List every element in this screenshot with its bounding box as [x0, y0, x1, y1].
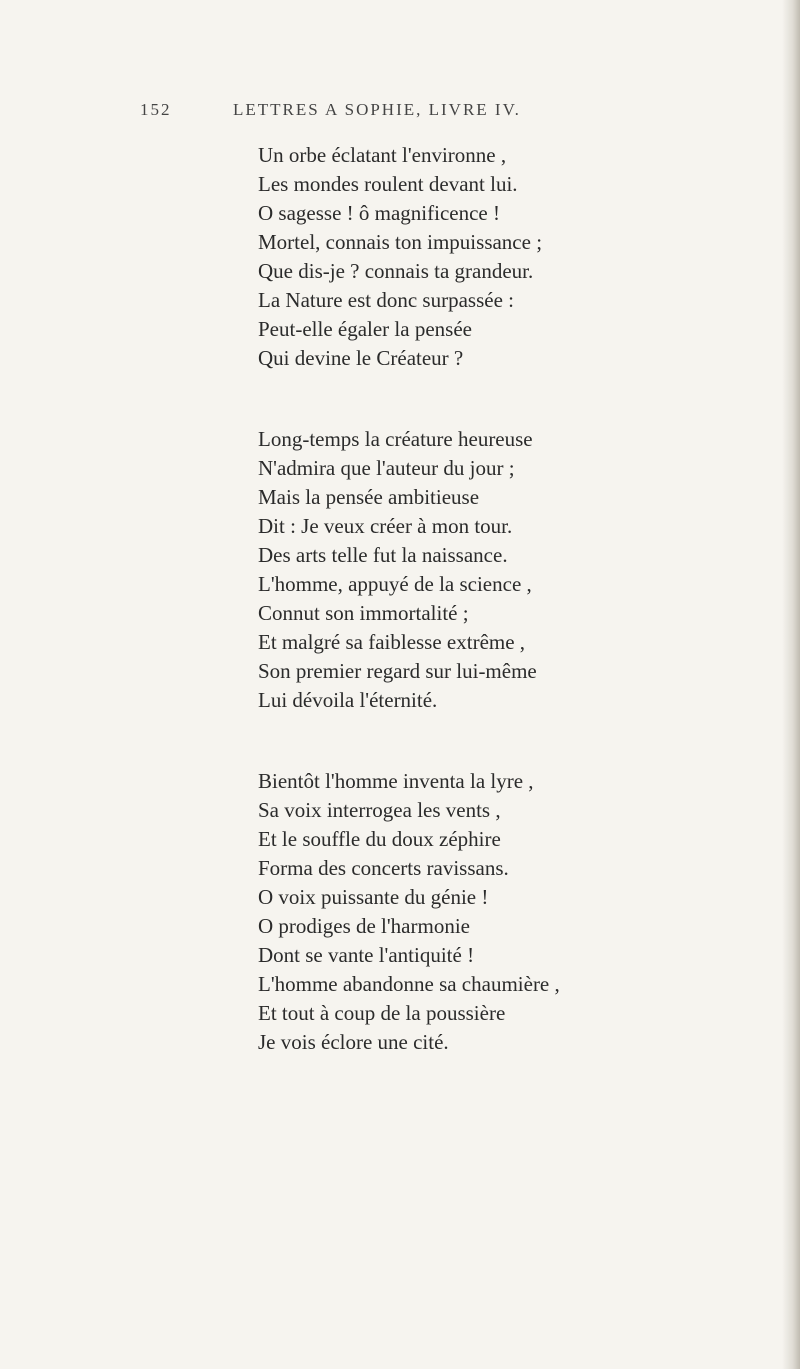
verse-line: L'homme abandonne sa chaumière , [258, 972, 560, 996]
running-title: LETTRES A SOPHIE, LIVRE IV. [233, 100, 521, 119]
verse-line: Et le souffle du doux zéphire [258, 827, 501, 851]
verse-line: Bientôt l'homme inventa la lyre , [258, 769, 534, 793]
verse-line: N'admira que l'auteur du jour ; [258, 456, 515, 480]
verse-line: Connut son immortalité ; [258, 601, 469, 625]
verse-line: Peut-elle égaler la pensée [258, 317, 472, 341]
verse-line: O sagesse ! ô magnificence ! [258, 201, 500, 225]
verse-line: Les mondes roulent devant lui. [258, 172, 518, 196]
verse-line: L'homme, appuyé de la science , [258, 572, 532, 596]
verse-line: Je vois éclore une cité. [258, 1030, 449, 1054]
verse-line: Lui dévoila l'éternité. [258, 688, 438, 712]
verse-line: Son premier regard sur lui-même [258, 659, 537, 683]
verse-line: Dit : Je veux créer à mon tour. [258, 514, 513, 538]
verse-line: Forma des concerts ravissans. [258, 856, 509, 880]
verse-line: Dont se vante l'antiquité ! [258, 943, 475, 967]
verse-line: Mais la pensée ambitieuse [258, 485, 480, 509]
page-edge-shadow [782, 0, 800, 1369]
verse-line: Des arts telle fut la naissance. [258, 543, 508, 567]
page-number: 152 [140, 100, 172, 119]
verse-line: Que dis-je ? connais ta grandeur. [258, 259, 534, 283]
verse-line: Un orbe éclatant l'environne , [258, 143, 507, 167]
stanza-1 [258, 141, 778, 373]
verse-line: Sa voix interrogea les vents , [258, 798, 501, 822]
verse-line: Et malgré sa faiblesse extrême , [258, 630, 526, 654]
running-header [140, 100, 780, 124]
verse-line: Et tout à coup de la poussière [258, 1001, 506, 1025]
verse-line: O prodiges de l'harmonie [258, 914, 470, 938]
verse-line: La Nature est donc surpassée : [258, 288, 514, 312]
verse-line: Qui devine le Créateur ? [258, 346, 464, 370]
verse-line: Long-temps la créature heureuse [258, 427, 533, 451]
verse-line: O voix puissante du génie ! [258, 885, 489, 909]
stanza-2 [258, 425, 778, 715]
stanza-3 [258, 767, 778, 1057]
poem-body [258, 141, 778, 1057]
verse-line: Mortel, connais ton impuissance ; [258, 230, 543, 254]
